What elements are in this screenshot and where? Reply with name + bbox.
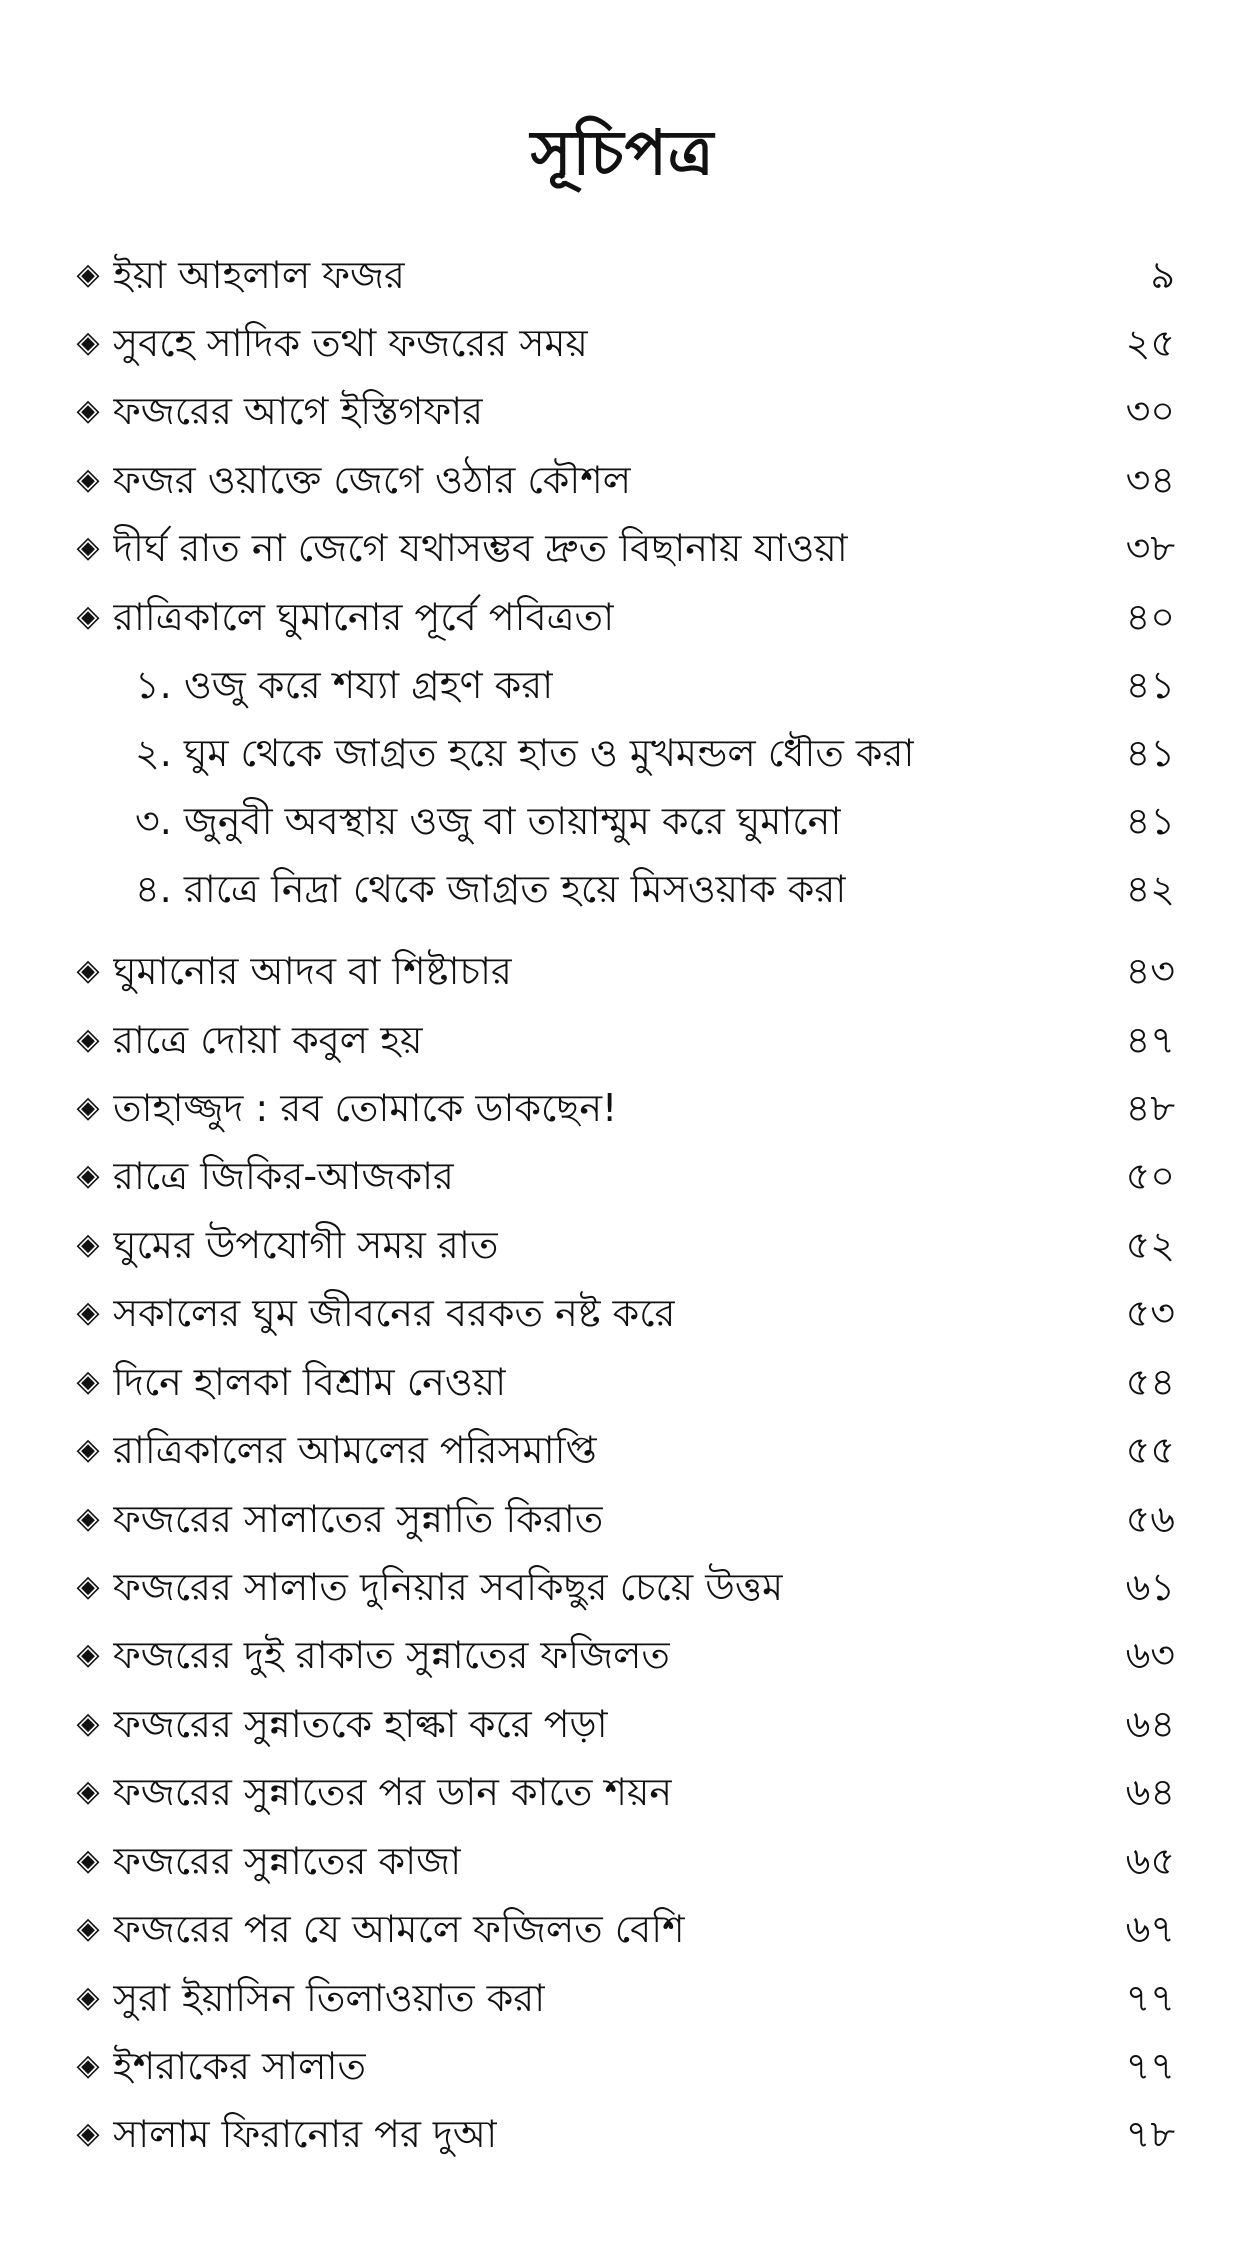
toc-entry-label: ফজরের সুন্নাতকে হাল্কা করে পড়া (113, 1702, 608, 1746)
toc-entry-page-number: ৬৭ (1125, 1907, 1175, 1951)
toc-entry-label: ফজরের সালাত দুনিয়ার সবকিছুর চেয়ে উত্তম (113, 1565, 784, 1609)
toc-entry (75, 450, 1175, 510)
toc-entry-label: ফজরের দুই রাকাত সুন্নাতের ফজিলত (113, 1633, 670, 1677)
toc-entry (75, 1215, 1175, 1275)
toc-entry (75, 1899, 1175, 1959)
toc-entry-page-number: ৯ (1150, 253, 1175, 297)
toc-entry-text (75, 1283, 675, 1343)
toc-entry-page-number: ৭৭ (1125, 1976, 1175, 2020)
toc-entry-text (75, 1625, 670, 1685)
toc-entry (75, 518, 1175, 578)
toc-entry-text (75, 1557, 783, 1617)
toc-entry-page-number: ৫৩ (1125, 1291, 1175, 1335)
diamond-bullet-icon: ◈ (76, 953, 100, 988)
diamond-bullet-icon: ◈ (76, 1706, 100, 1741)
toc-entry-label: সুরা ইয়াসিন তিলাওয়াত করা (113, 1976, 546, 2020)
toc-entry (75, 1557, 1175, 1617)
diamond-bullet-icon: ◈ (76, 1980, 100, 2015)
toc-entry-label: ইশরাকের সালাত (113, 2044, 366, 2088)
toc-entry-page-number: ৫৪ (1125, 1360, 1175, 1404)
diamond-bullet-icon: ◈ (76, 1911, 100, 1946)
toc-entry-text (135, 723, 914, 783)
toc-entry-page-number: ৬৪ (1125, 1702, 1175, 1746)
diamond-bullet-icon: ◈ (76, 2116, 100, 2151)
toc-entry-label: ৩. জুনুবী অবস্থায় ওজু বা তায়াম্মুম করে ঘুমানো (135, 799, 842, 843)
diamond-bullet-icon: ◈ (76, 1090, 100, 1125)
toc-entry-label: ফজরের আগে ইস্তিগফার (113, 389, 484, 433)
toc-entry-text (75, 1694, 608, 1754)
toc-entry-text (75, 1215, 498, 1275)
toc-entry-text (75, 381, 483, 441)
toc-entry-page-number: ৪০ (1125, 595, 1175, 639)
toc-entry (75, 1694, 1175, 1754)
toc-entry-label: রাত্রে জিকির-আজকার (113, 1154, 454, 1198)
diamond-bullet-icon: ◈ (76, 1569, 100, 1604)
toc-entry-text (75, 1146, 454, 1206)
toc-entry-label: রাত্রে দোয়া কবুল হয় (113, 1018, 423, 1062)
toc-entry-text (75, 1831, 461, 1891)
toc-entry-text (75, 245, 405, 305)
toc-entry-page-number: ৪৭ (1125, 1018, 1175, 1062)
diamond-bullet-icon: ◈ (76, 1227, 100, 1262)
toc-entry-text (75, 1010, 423, 1070)
toc-entry-page-number: ৪১ (1125, 663, 1175, 707)
toc-entry-text (75, 1968, 545, 2028)
diamond-bullet-icon: ◈ (76, 393, 100, 428)
toc-entry-text (135, 791, 841, 851)
toc-entry (75, 313, 1175, 373)
toc-entry (75, 245, 1175, 305)
toc-entry-label: দিনে হালকা বিশ্রাম নেওয়া (113, 1360, 507, 1404)
diamond-bullet-icon: ◈ (76, 1432, 100, 1467)
toc-entry-text (75, 1899, 685, 1959)
toc-entry (75, 1762, 1175, 1822)
toc-entry (75, 1078, 1175, 1138)
toc-entry-page-number: ৬১ (1125, 1565, 1175, 1609)
toc-entry-page-number: ৫৫ (1125, 1428, 1175, 1472)
toc-entry-label: ফজরের সুন্নাতের পর ডান কাতে শয়ন (113, 1770, 673, 1814)
toc-entry-label: রাত্রিকালে ঘুমানোর পূর্বে পবিত্রতা (113, 595, 615, 639)
toc-entry-text (75, 2104, 497, 2164)
toc-entry-label: দীর্ঘ রাত না জেগে যথাসম্ভব দ্রুত বিছানায় যাওয়া (113, 526, 848, 570)
diamond-bullet-icon: ◈ (76, 257, 100, 292)
toc-subentry (135, 859, 1175, 919)
toc-entry-page-number: ৩০ (1125, 389, 1175, 433)
toc-entry-page-number: ৪১ (1125, 799, 1175, 843)
toc-entry-label: ১. ওজু করে শয্যা গ্রহণ করা (135, 663, 554, 707)
toc-entry (75, 1489, 1175, 1549)
diamond-bullet-icon: ◈ (76, 325, 100, 360)
toc-entry (75, 1352, 1175, 1412)
diamond-bullet-icon: ◈ (76, 1501, 100, 1536)
toc-entry-page-number: ৫৬ (1125, 1497, 1175, 1541)
toc-subentry (135, 655, 1175, 715)
toc-entry-page-number: ৫২ (1125, 1223, 1175, 1267)
toc-entry-page-number: ৩৮ (1125, 526, 1175, 570)
toc-entry-text (135, 655, 553, 715)
toc-entry-text (75, 1489, 603, 1549)
toc-entry-page-number: ৬৫ (1125, 1839, 1175, 1883)
diamond-bullet-icon: ◈ (76, 1364, 100, 1399)
toc-entry-label: ফজর ওয়াক্তে জেগে ওঠার কৌশল (113, 458, 632, 502)
toc-entry-label: রাত্রিকালের আমলের পরিসমাপ্তি (113, 1428, 597, 1472)
diamond-bullet-icon: ◈ (76, 1843, 100, 1878)
toc-entry (75, 1968, 1175, 2028)
diamond-bullet-icon: ◈ (76, 530, 100, 565)
toc-entry-text (75, 1078, 617, 1138)
toc-entry (75, 2104, 1175, 2164)
toc-entry-text (75, 587, 614, 647)
toc-entry-label: ফজরের সুন্নাতের কাজা (113, 1839, 462, 1883)
toc-entry-label: তাহাজ্জুদ : রব তোমাকে ডাকছেন! (113, 1086, 618, 1130)
toc-entry-text (75, 1420, 597, 1480)
toc-entry-page-number: ৪৮ (1125, 1086, 1175, 1130)
toc-entry (75, 1010, 1175, 1070)
toc-entry-page-number: ২৫ (1125, 321, 1175, 365)
toc-entry-page-number: ৪৩ (1125, 949, 1175, 993)
toc-entry (75, 1283, 1175, 1343)
toc-entry-label: সালাম ফিরানোর পর দুআ (113, 2112, 498, 2156)
diamond-bullet-icon: ◈ (76, 462, 100, 497)
toc-entry (75, 587, 1175, 647)
diamond-bullet-icon: ◈ (76, 1637, 100, 1672)
toc-entry-page-number: ৪১ (1125, 731, 1175, 775)
toc-entry-label: ইয়া আহলাল ফজর (113, 253, 405, 297)
toc-entry (75, 1831, 1175, 1891)
toc-entry-text (135, 859, 846, 919)
toc-entry-label: ফজরের সালাতের সুন্নাতি কিরাত (113, 1497, 604, 1541)
diamond-bullet-icon: ◈ (76, 1295, 100, 1330)
diamond-bullet-icon: ◈ (76, 1774, 100, 1809)
toc-entry-page-number: ৩৪ (1125, 458, 1175, 502)
toc-entry-page-number: ৫০ (1125, 1154, 1175, 1198)
toc-entry-label: ২. ঘুম থেকে জাগ্রত হয়ে হাত ও মুখমন্ডল ধৌত করা (135, 731, 915, 775)
diamond-bullet-icon: ◈ (76, 1022, 100, 1057)
toc-entry (75, 381, 1175, 441)
toc-subentry (135, 791, 1175, 851)
toc-entry (75, 1625, 1175, 1685)
toc-entry-text (75, 450, 631, 510)
toc-entry-label: ঘুমের উপযোগী সময় রাত (113, 1223, 499, 1267)
toc-entry-label: ৪. রাত্রে নিদ্রা থেকে জাগ্রত হয়ে মিসওয়াক করা (135, 867, 847, 911)
diamond-bullet-icon: ◈ (76, 2048, 100, 2083)
toc-entry-label: সুবহে সাদিক তথা ফজরের সময় (113, 321, 588, 365)
toc-entry-text (75, 518, 848, 578)
toc-entry-text (75, 2036, 366, 2096)
toc-entry-text (75, 1762, 672, 1822)
toc-entry-page-number: ৬৪ (1125, 1770, 1175, 1814)
toc-entry-text (75, 313, 588, 373)
diamond-bullet-icon: ◈ (76, 1158, 100, 1193)
toc-entry-text (75, 1352, 506, 1412)
toc-entry-page-number: ৭৭ (1125, 2044, 1175, 2088)
toc-entry-page-number: ৪২ (1125, 867, 1175, 911)
toc-entry (75, 1146, 1175, 1206)
toc-entry-label: ঘুমানোর আদব বা শিষ্টাচার (113, 949, 512, 993)
toc-entry (75, 941, 1175, 1001)
toc-entry-text (75, 941, 512, 1001)
toc-entry-page-number: ৭৮ (1125, 2112, 1175, 2156)
page-title: সূচিপত্র (530, 116, 715, 189)
toc-entry-page-number: ৬৩ (1125, 1633, 1175, 1677)
toc-subentry (135, 723, 1175, 783)
toc-entry-label: সকালের ঘুম জীবনের বরকত নষ্ট করে (113, 1291, 676, 1335)
diamond-bullet-icon: ◈ (76, 599, 100, 634)
toc-entry (75, 2036, 1175, 2096)
toc-entry-label: ফজরের পর যে আমলে ফজিলত বেশি (113, 1907, 685, 1951)
toc-entry (75, 1420, 1175, 1480)
